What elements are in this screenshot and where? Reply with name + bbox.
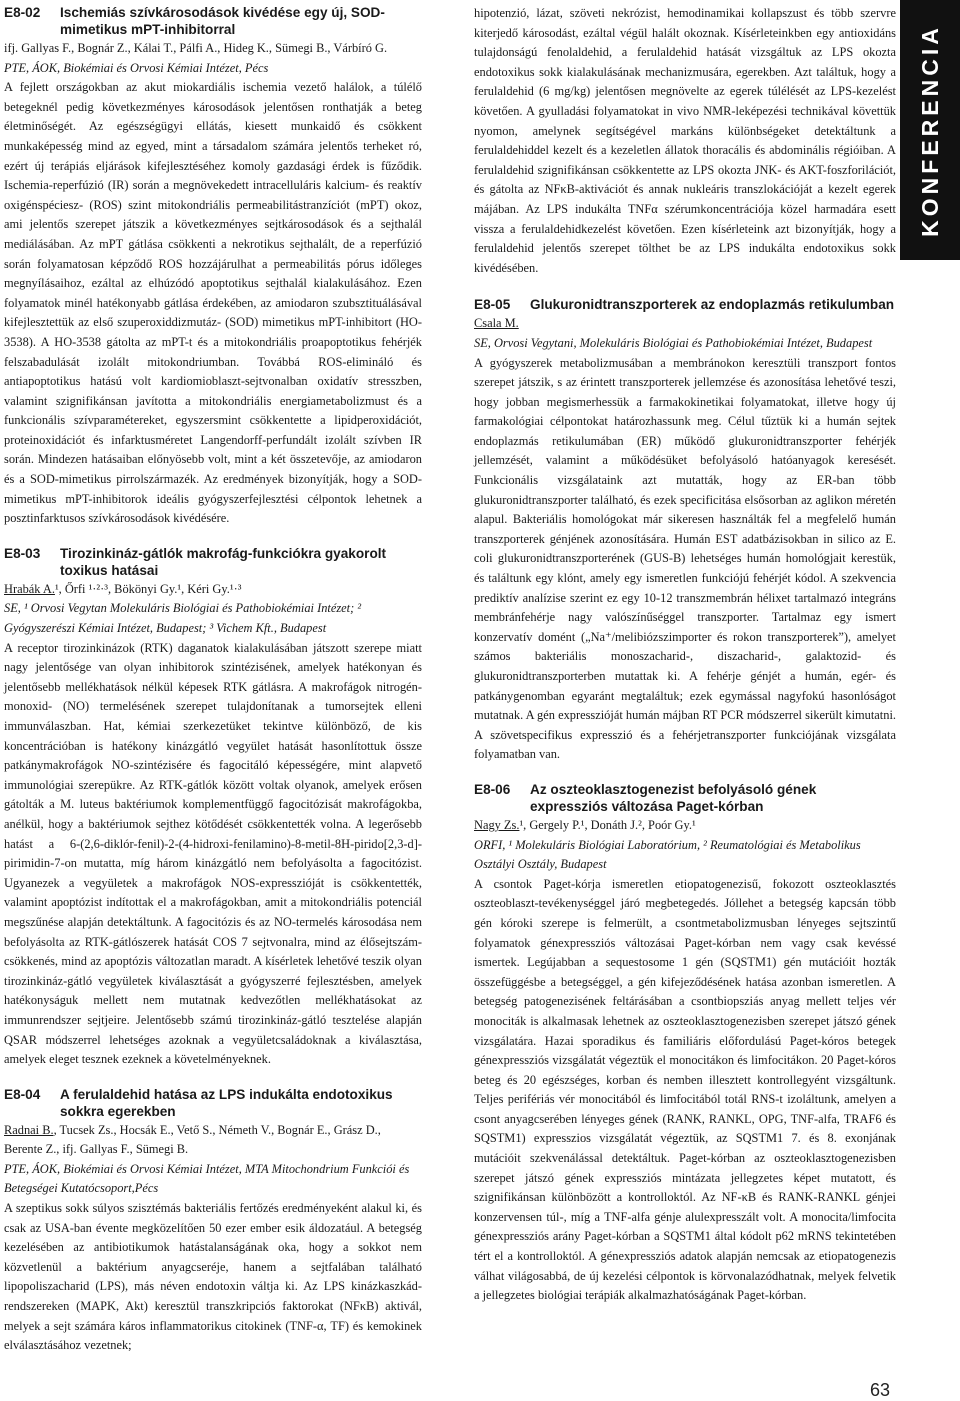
- first-author: Hrabák A.: [4, 581, 55, 596]
- abstract-body: A gyógyszerek metabolizmusában a membránokon keresztüli transzport fontos szerepet játszik, s az érintett transzporterek jellemzése és azonosítása lehetővé teszi, hogy jobban megismerhessük a farmakokinetikai folyamatokat, illetve hogy új farmakológiai célpontokat határozhassunk meg. Célul tűztük ki a humán sejtek endoplazmás retikulumában (ER) működő glukuronidtranszporter fehérjék jellemzését, valamint a működésüket befolyásoló hatóanyagok keresését. Funkcionális vizsgálataink azt mutatták, hogy az ER-ban több glukuronidtranszporter található, és ezek specificitása elsősorban az aglikon méretén alapul. Bakteriális homológokat már sikeresen használták fel a megfelelő humán transzporterek génjének azonosítására. Humán EST adatbázisokban in silico az E. coli glukuronidtranszporterének (GUS-B) lehetséges humán homológjait kerestük, és találtunk egy klónt, amely egy ismeretlen funkciójú fehérjét kódol. A szekvencia prediktív analízise szerint ez egy 10-12 transzmembrán hélixet tartalmazó integráns membránfehérje nagy valószínűséggel transzporter. Tartalmaz egy ismert konzervatív domént („Na⁺/melibiózszimporter és rokon transzporterek”), amelyet számos bakteriális monoszacharid-, diszacharid-, galaktozid- és glukuronidtranszporterben mutattak ki. A fehérje génjét a humán, egér- és patkánygenomban egyaránt megtaláltuk; ezek egymással nagyfokú hasonlóságot mutatnak. A gén expresszióját humán májban RT PCR módszerrel sikerült kimutatni. A szövetspecifikus expresszió és a fehérjetranszporter funkciójának vizsgálata folyamatban van.: [474, 355, 896, 762]
- abstract-e8-06: [474, 781, 896, 1306]
- abstract-e8-02: [4, 4, 422, 529]
- abstract-body: A receptor tirozinkinázok (RTK) daganatok kialakulásában játszott szerepe miatt nagy jelentősége van olyan inhibitorok szintézisének, amelyek hatékonyan és jelentősebb mellékhatások nélkül képesek RTK gátlásra. A makrofágok nitrogén-monoxid- (NO) termelésének szerepet tulajdonítanak a tumorsejtek elleni immunválaszban. Hat, kémiai szerkezetüket tekintve különböző, de kis koncentrációban is hatékony kinázgátló vegyület hatását hasonlítottuk össze patkánymakrofágok NO-szintézisére és fagocitáló képességére, mint alapvető immunológiai szerepükre. Az RTK-gátlók között voltak olyanok, amelyek erősen gátolták a M. luteus baktériumok komplementfüggő fagocitózisát makrofágokba, anélkül, hogy a baktériumok sejthez kötődését csökkentették volna. A legerősebb hatást a 6-(2,6-diklór-fenil)-2-(4-hidroxi-fenilamino)-8-metil-8H-pirido[2,3-d]-pirimidin-7-on mutatta, míg három kinázgátló nem befolyásolta a fagocitózist. Ugyanezek a vegyületek a makrofágok NOS-expresszióját is csökkentették, valamint apoptózist indítottak el a makrofágokban, amit a mitokondriális potenciál megszűnése alapján detektáltunk. A fagocitózis és az NO-termelés károsodása nem befolyásolta az RTK-gátlószerek hatását COS 7 sejtvonalra, mind az élősejtszám-csökkenés, mind az apoptózis változatlan maradt. A kísérletek lehetővé teszik olyan tirozinkináz-gátló vegyületek kiválasztását a gyógyszerré fejlesztésben, amelyek hatékonyságuk mellett nem mutatnak kedvezőtlen mellékhatásokat az immunrendszer sejtjeire. Jelentősebb számú tirozinkináz-gátló tesztelése alapján QSAR módszerrel lehetséges azoknak a vegyületcsaládoknak a kiválasztása, amelyek eleget tesznek ezeknek a követelményeknek.: [4, 640, 422, 1067]
- abstract-e8-04: [4, 1086, 422, 1356]
- abstract-authors: [474, 816, 896, 836]
- abstract-e8-05: [474, 296, 896, 765]
- abstract-title: A ferulaldehid hatása az LPS indukálta endotoxikus sokkra egerekben: [60, 1086, 393, 1119]
- abstract-authors: [4, 1121, 422, 1160]
- abstract-authors: [4, 39, 422, 59]
- first-author: Radnai B.: [4, 1122, 54, 1137]
- left-column: [4, 4, 422, 1372]
- first-author: Csala M.: [474, 316, 519, 331]
- abstract-code: E8-06: [474, 781, 511, 797]
- abstract-code: E8-02: [4, 5, 41, 20]
- abstract-body: hipotenzió, lázat, szöveti nekrózist, hemodinamikai kollapszust és több szervre kiterjedő károsodást, ezáltal végül halált okoznak. Kísérleteinkben egy antioxidáns tulajdonságú fenolaldehid, a ferulaldehid hatását vizsgáltuk az LPS okozta endotoxikus sokk kialakulásának mechanizmusára, egerekben. Azt találtuk, hogy a ferulaldehid (6 mg/kg) jelentősen megnövelte az egerek túlélését az LPS-kezelést követően. A gyulladási folyamatokat in vivo NMR-leképezési technikával követtük nyomon, amelynek segítségével markáns különbségeket detektáltunk a ferulaldehiddel kezelt és a kezeletlen állatok thoracális és abdominális régióiban. A ferulaldehid szignifikánsan csökkentette az LPS okozta JNK- és AKT-foszforilációt, és gátolta az NFκB-aktivációt és annak nukleáris transzlokációját a kezelt egerek májában. Az LPS indukálta TNFα szérumkoncentrációja közel harmadára esett vissza a ferulaldehidkezelést követően. Ezen kísérleteink azt bizonyítják, hogy a ferulaldehid jelentős szerepet tölthet be az LPS indukálta endotoxikus sokk kivédésében.: [474, 6, 896, 275]
- section-label: KONFERENCIA: [916, 23, 943, 237]
- first-author: Nagy Zs.: [474, 817, 520, 832]
- abstract-affiliation: PTE, ÁOK, Biokémiai és Orvosi Kémiai Intézet, Pécs: [4, 60, 269, 75]
- other-authors: ¹, Gergely P.¹, Donáth J.², Poór Gy.¹: [519, 817, 696, 832]
- page-number: 63: [869, 1380, 890, 1400]
- abstract-title: Tirozinkináz-gátlók makrofág-funkciókra gyakorolt toxikus hatásai: [60, 545, 387, 578]
- abstract-affiliation: SE, Orvosi Vegytani, Molekuláris Biológiai és Pathobiokémiai Intézet, Budapest: [474, 335, 873, 350]
- abstract-body: A csontok Paget-kórja ismeretlen etiopatogenezisű, fokozott oszteoklasztés oszteoblaszt-tevékenységgel járó megbetegedés. Jóllehet a betegség kapcsán több gén kóroki szerepe is felmerült, a csontmetabolizmusban lényeges sejtszintű folyamatok génexpressziós változásai Paget-kórban nem vagy csak kevéssé ismertek. Legújabban a sequestosome 1 gén (SQSTM1) gén mutációit hozták összefüggésbe a betegséggel, a gén kifejeződésének hatása azonban ismeretlen. A betegség patogenezisének feltárásában a csontbiopsziás anyag mellett teljes vér monociták is alkalmasak lehetnek az oszteoklasztogenezisben szerepet játszó gének vizsgálatára. Hazai sporadikus és familiáris előfordulású Paget-kóros betegek génexpressziós vizsgálatát végeztük el monocitákon és limfocitákon. 20 Paget-kóros beteg és 20 egészséges, korban és nemben illesztett kontrollegyént vizsgáltunk. Teljes perifériás vér monocitából és limfocitából totál RNS-t izoláltunk, amelyen a csont anyagcserében lényeges gének (RANK, RANKL, OPG, TNF-alfa, TRAF6 és SQSTM1) expresszios vizsgálatát végeztük, az SQSTM1 7. és 8. exonjának mutációit szekvenálással detektáltuk. Paget-kórban az oszteoklasztogenezisben szerepet játszó gének expressziós mintázata jellegzetes képet mutatott, és szignifikánsan különbözött a kontrolloktól. Az NF-κB és RANK-RANKL génjei konzervensen túl-, míg a TNF-alfa génje alulexpresszált volt. A monocita/limfocita génexpressziós arány Paget-kórban a SQSTM1 által kódolt p62 mRNS tekintetében tért el a kontrolloktól. A génexpressziós adatok alapján nemcsak az etiopatogenezis válhat világosabbá, de új kezelési célpontok is körvonalazódhatnak, melyek felvetik a jellegzetes biológiai terápiák alkalmazhatóságának Paget-kórban.: [474, 876, 896, 1303]
- abstract-code: E8-03: [4, 545, 41, 561]
- section-sidebar-tab: [900, 0, 960, 260]
- abstract-affiliation: ORFI, ¹ Molekuláris Biológiai Laboratórium, ² Reumatológiai és Metabolikus Osztályi Osztály, Budapest: [474, 837, 861, 872]
- other-authors: ifj. Gallyas F., Bognár Z., Kálai T., Pálfi A., Hideg K., Sümegi B., Várbíró G.: [4, 41, 388, 55]
- abstract-title: Glukuronidtranszporterek az endoplazmás retikulumban: [530, 297, 895, 313]
- other-authors: , Tucsek Zs., Hocsák E., Vető S., Németh V., Bognár E., Grász D., Berente Z., ifj. Gallyas F., Sümegi B.: [4, 1122, 381, 1157]
- abstract-authors: [4, 580, 422, 600]
- abstract-body: A szeptikus sokk súlyos szisztémás bakteriális fertőzés eredményeként alakul ki, és csak az USA-ban évente megközelítően 50 ezer ember esik áldozatául. A betegség kezelésében az antibiotikumok hatástalanságának oka, hogy a sokkot nem közvetlenül a baktérium anyagcseréje, hanem a sejtfalában található lipopoliszacharid (LPS), más néven endotoxin váltja ki. Az LPS kinázkaszkád-rendszereken (MAPK, Akt) keresztül transzkripciós faktorokat (NFκB) aktivál, melyek a sejt számára káros inflammatorikus citokinek (TNF-α, TF) és kemokinek elválasztásához vezetnek;: [4, 1201, 422, 1353]
- abstract-body: A fejlett országokban az akut miokardiális ischemia vezető halálok, a túlélő betegeknél pedig következményes károsodások jelentősen ronthatják a beteg életminőségét. Az egészségügyi ellátás, kiesett munkaidő és csökkent munkaképesség mind az egyed, mint a társadalom számára jelentős terheket ró, ezért új terápiás eljárások kifejlesztéséhez komoly gazdasági érdek is fűződik. Ischemia-reperfúzió (IR) során a megnövekedett intracelluláris kalcium- és reaktív oxigénspéciesz- (ROS) szint mitokondriális permeabilitástranzíciót (mPT) okoz, ami jelentős szerepet játszik a következményes sejtkárosodások és a sejthalál mediálásában. Az mPT gátlása csökkenti a nekrotikus sejthalált, de a reperfúzió során folyamatosan képződő ROS hozzájárulhat a permeabilitás pórus időleges megnyílásaihoz, ezáltal az elhúzódó apoptotikus sejthalál kialakulásához. Ezen folyamatok minél hatékonyabb gátlása érdekében, az amiodaron szubsztituálásával kifejlesztettük az első szuperoxiddizmutáz- (SOD) mimetikus mPT-inhibitort (HO-3538). A HO-3538 gátolta az mPT-t és a mitokondriális proapoptotikus fehérjék felszabadulását izolált mitokondriumban. Továbbá ROS-elimináló és antiapoptotikus hatású volt kardiomioblaszt-sejtvonalban oxidatív stresszben, valamint szignifikánsan javította a mitokondriális energiametabolizmust és a funkcionális szívparamétereket, egyszersmint csökkentette a lipidperoxidációt, proteinoxidációt és infarktusméretet Langendorff-perfundált izolált szívben IR során. Mindezen hatásaiban előnyösebb volt, mint a két összetevője, az amiodaron és a SOD-mimetikus pirrolszármazék. Az eredmények bizonyítják, hogy a SOD-mimetikus mPT-inhibitorok ideális gyógyszerfejlesztési célpontok lehetnek a posztinfarktusos szívkárosodások kivédésére.: [4, 80, 422, 526]
- abstract-title: Ischemiás szívkárosodások kivédése egy új, SOD-mimetikus mPT-inhibitorral: [60, 5, 385, 37]
- abstract-affiliation: SE, ¹ Orvosi Vegytan Molekuláris Biológiai és Pathobiokémiai Intézet; ² Gyógyszerészi Kémiai Intézet, Budapest; ³ Vichem Kft., Budapest: [4, 601, 362, 636]
- abstract-e8-04-continued: [474, 4, 896, 278]
- abstract-code: E8-05: [474, 297, 511, 313]
- abstract-affiliation: PTE, ÁOK, Biokémiai és Orvosi Kémiai Intézet, MTA Mitochondrium Funkciói és Betegségei Kutatócsoport,Pécs: [4, 1161, 410, 1196]
- abstract-authors: [474, 314, 896, 334]
- abstract-title: Az oszteoklasztogenezist befolyásoló gének expressziós változása Paget-kórban: [530, 781, 817, 814]
- right-column: [474, 4, 896, 1322]
- other-authors: ¹, Őrfi ¹·²·³, Bökönyi Gy.¹, Kéri Gy.¹·³: [54, 581, 242, 596]
- abstract-e8-03: [4, 545, 422, 1070]
- abstract-code: E8-04: [4, 1086, 41, 1102]
